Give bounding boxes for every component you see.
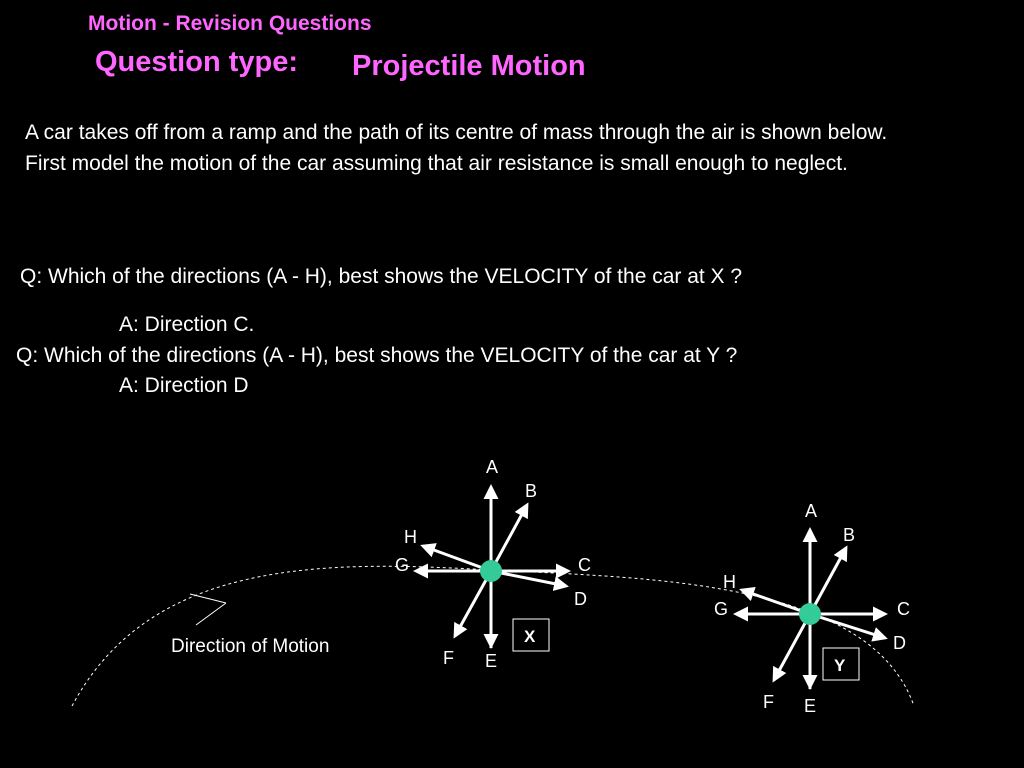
label-h-x: H: [404, 527, 417, 547]
motion-direction-arrow-icon: [190, 594, 226, 625]
label-f-y: F: [763, 692, 774, 712]
label-h-y: H: [723, 572, 736, 592]
label-a-x: A: [486, 457, 499, 477]
slide-subtitle: Motion - Revision Questions: [88, 12, 372, 35]
direction-set-x: [395, 457, 591, 671]
question-type-label: Question type:: [95, 46, 299, 78]
arrow-b-y: [810, 548, 846, 614]
arrow-d-y: [810, 614, 885, 638]
point-y-label: Y: [834, 656, 846, 675]
label-g-y: G: [714, 599, 729, 619]
point-x-dot: [480, 560, 502, 582]
point-x-label: X: [524, 627, 536, 646]
label-a-y: A: [805, 501, 818, 521]
label-d-y: D: [893, 633, 906, 653]
direction-of-motion-label: Direction of Motion: [171, 636, 330, 657]
direction-set-y: [714, 501, 910, 716]
arrow-f-y: [774, 614, 810, 680]
label-e-x: E: [485, 651, 498, 671]
question-2: Q: Which of the directions (A - H), best shows the VELOCITY of the car at Y ?: [16, 344, 738, 367]
label-b-y: B: [843, 525, 856, 545]
arrow-d-x: [491, 571, 566, 586]
label-f-x: F: [443, 648, 454, 668]
answer-1: A: Direction C.: [119, 313, 255, 336]
label-g-x: G: [395, 555, 410, 575]
question-1: Q: Which of the directions (A - H), best shows the VELOCITY of the car at X ?: [20, 265, 743, 288]
point-y-dot: [799, 603, 821, 625]
label-d-x: D: [574, 589, 587, 609]
label-e-y: E: [804, 696, 817, 716]
label-c-x: C: [578, 555, 591, 575]
arrow-f-x: [455, 571, 491, 636]
label-b-x: B: [525, 481, 538, 501]
intro-line-2: First model the motion of the car assuming that air resistance is small enough to neglect.: [25, 152, 848, 175]
label-c-y: C: [897, 599, 910, 619]
answer-2: A: Direction D: [119, 374, 249, 397]
arrow-b-x: [491, 505, 527, 571]
intro-line-1: A car takes off from a ramp and the path of its centre of mass through the air is shown below.: [25, 121, 888, 144]
question-type-value: Projectile Motion: [352, 50, 586, 82]
